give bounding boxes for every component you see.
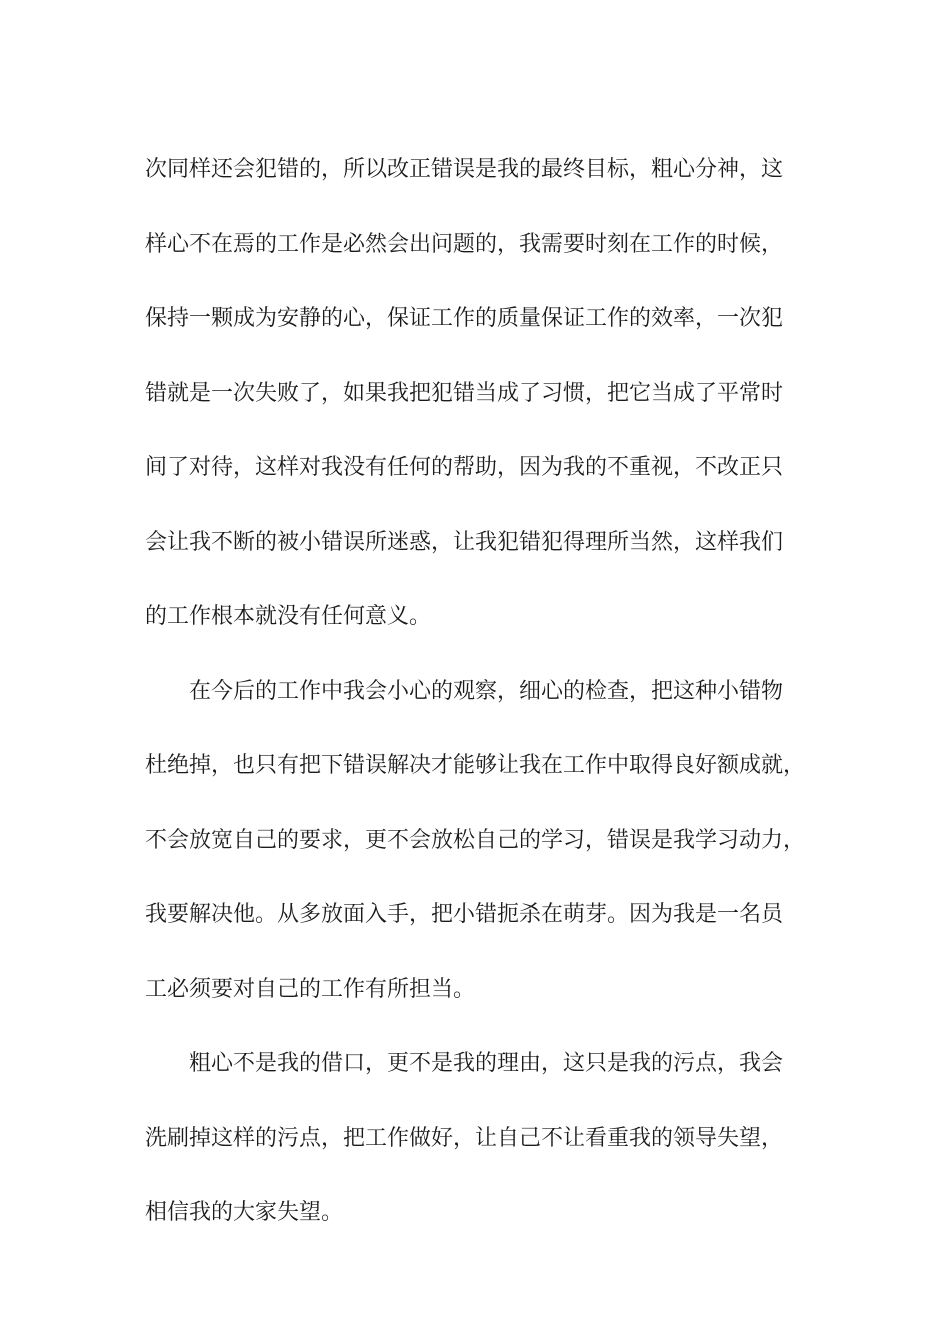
text-line: 保持一颗成为安静的心，保证工作的质量保证工作的效率，一次犯 bbox=[145, 306, 784, 331]
text-line: 不会放宽自己的要求，更不会放松自己的学习，错误是我学习动力， bbox=[145, 827, 806, 853]
text-line: 会让我不断的被小错误所迷惑，让我犯错犯得理所当然，这样我们 bbox=[145, 529, 784, 555]
paragraph-start-line: 粗心不是我的借口，更不是我的理由，这只是我的污点，我会 bbox=[189, 1051, 784, 1076]
text-line: 样心不在焉的工作是必然会出问题的，我需要时刻在工作的时候， bbox=[145, 231, 784, 257]
text-line: 错就是一次失败了，如果我把犯错当成了习惯，把它当成了平常时 bbox=[145, 380, 784, 406]
text-line: 的工作根本就没有任何意义。 bbox=[145, 604, 432, 629]
text-line: 相信我的大家失望。 bbox=[145, 1200, 344, 1225]
paragraph-start-line: 在今后的工作中我会小心的观察，细心的检查，把这种小错物 bbox=[189, 678, 784, 704]
text-line: 杜绝掉，也只有把下错误解决才能够让我在工作中取得良好额成就， bbox=[145, 753, 806, 778]
text-line: 次同样还会犯错的，所以改正错误是我的最终目标，粗心分神，这 bbox=[145, 157, 784, 182]
text-line: 工必须要对自己的工作有所担当。 bbox=[145, 976, 476, 1002]
text-line: 洗刷掉这样的污点，把工作做好，让自己不让看重我的领导失望， bbox=[145, 1125, 784, 1151]
text-line: 间了对待，这样对我没有任何的帮助，因为我的不重视，不改正只 bbox=[145, 455, 784, 480]
body-text bbox=[145, 133, 835, 1251]
text-line: 我要解决他。从多放面入手，把小错扼杀在萌芽。因为我是一名员 bbox=[145, 902, 784, 927]
